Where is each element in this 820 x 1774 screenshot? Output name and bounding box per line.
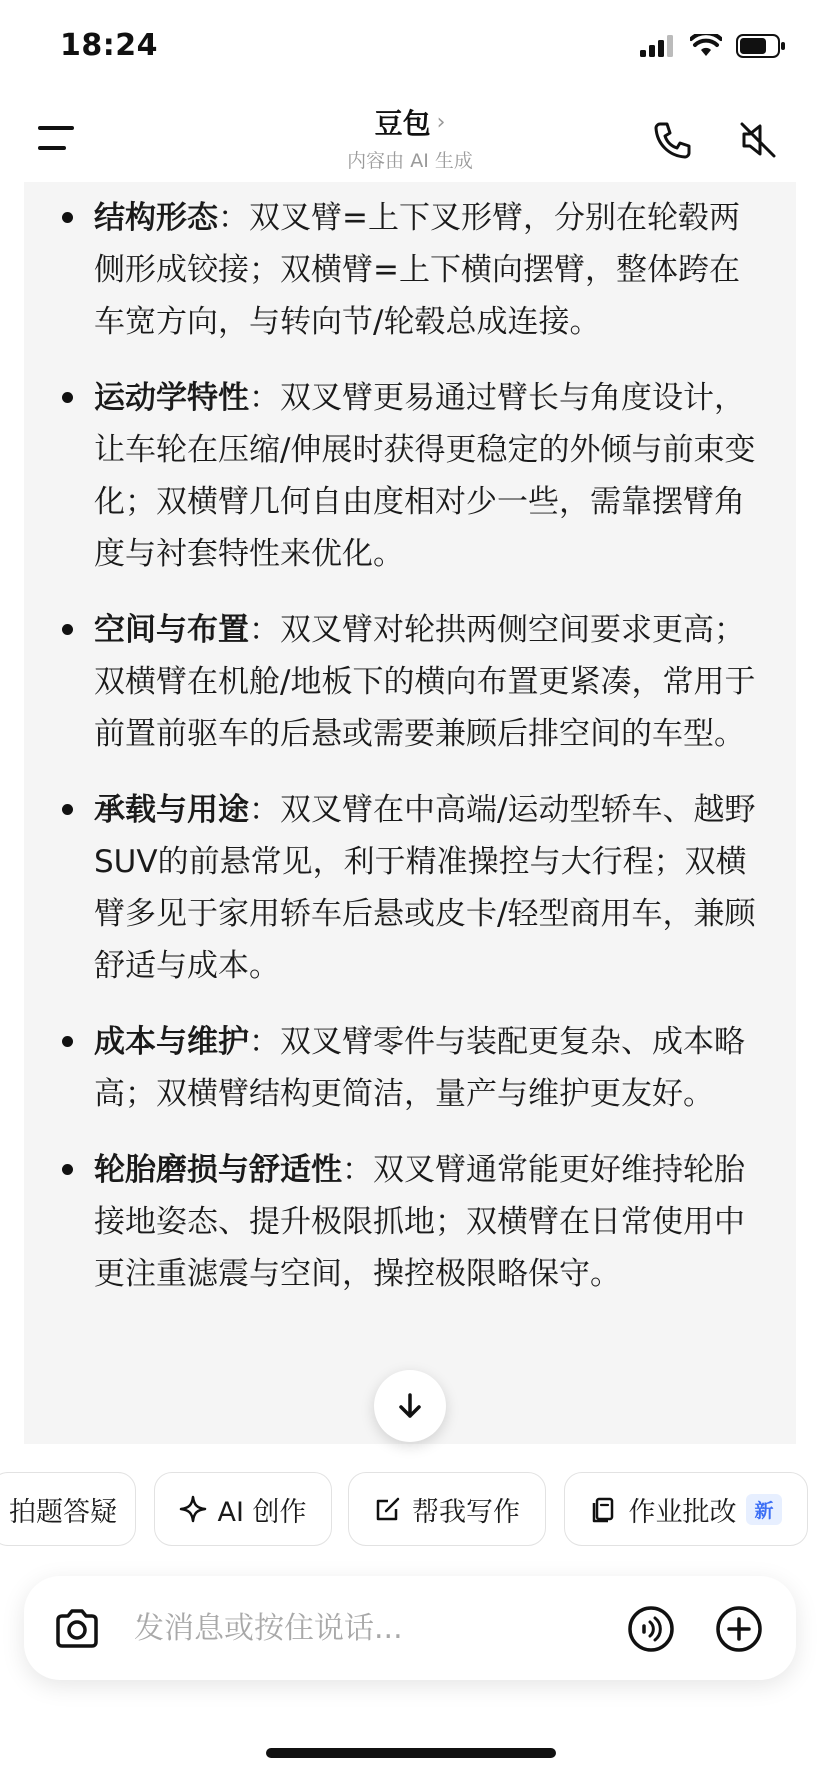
plus-icon[interactable] [714,1604,764,1654]
bullet-term: 成本与维护 [94,1024,249,1060]
answer-bullet-list [24,182,796,1324]
homework-icon [590,1495,618,1523]
bullet-term: 运动学特性 [94,380,249,416]
status-bar [0,0,820,100]
status-icons [640,34,786,58]
chip-homework-check[interactable] [564,1472,808,1546]
chip-label: 拍题答疑 [9,1496,117,1528]
title-block [0,102,820,173]
chip-photo-answer[interactable] [0,1472,136,1546]
message-input[interactable] [134,1600,614,1656]
new-badge: 新 [746,1494,781,1525]
battery-icon [736,34,786,58]
bullet-dot [62,624,73,635]
chip-label: AI 创作 [217,1496,307,1528]
bullet-term: 空间与布置 [94,612,249,648]
list-item [94,604,756,760]
camera-icon[interactable] [52,1604,102,1654]
voice-input-icon[interactable] [626,1604,676,1654]
status-time: 18:24 [60,28,158,63]
bullet-term: 轮胎磨损与舒适性 [94,1152,342,1188]
bullet-term: 结构形态 [94,200,218,236]
quick-actions-bar [0,1472,820,1546]
signal-icon [640,35,676,57]
bullet-dot [62,804,73,815]
wifi-icon [690,34,722,58]
bot-name: 豆包 [374,107,431,140]
chip-label: 作业批改 [628,1496,737,1528]
list-item [94,192,756,348]
message-composer [24,1576,796,1680]
bullet-dot [62,212,73,223]
mute-icon[interactable] [736,118,780,162]
bullet-text: ：双叉臂=上下叉形臂，分别在轮毂两侧形成铰接；双横臂=上下横向摆臂，整体跨在车宽方向，与转向节/轮毂总成连接。 [94,200,740,340]
home-indicator [266,1748,556,1758]
chip-help-write[interactable] [348,1472,546,1546]
bullet-term: 承载与用途 [94,792,249,828]
bullet-text: ：双叉臂零件与装配更复杂、成本略高；双横臂结构更简洁，量产与维护更友好。 [94,1024,745,1112]
phone-icon[interactable] [650,118,694,162]
bot-title-button[interactable] [375,102,446,142]
list-item [94,1016,756,1120]
bullet-text: ：双叉臂通常能更好维持轮胎接地姿态、提升极限抓地；双横臂在日常使用中更注重滤震与空间，操控极限略保守。 [94,1152,745,1292]
arrow-down-icon [395,1391,425,1421]
scroll-to-bottom-button[interactable] [374,1370,446,1442]
message-area [24,182,796,1444]
bullet-text: ：双叉臂对轮拱两侧空间要求更高；双横臂在机舱/地板下的横向布置更紧凑，常用于前置前驱车的后悬或需要兼顾后排空间的车型。 [94,612,756,752]
ai-disclaimer: 内容由 AI 生成 [347,150,473,172]
list-item [94,372,756,580]
chat-header [0,96,820,182]
bullet-dot [62,392,73,403]
sparkle-icon [179,1495,207,1523]
edit-icon [374,1495,402,1523]
chip-label: 帮我写作 [412,1496,520,1528]
list-item [94,1144,756,1300]
bullet-dot [62,1036,73,1047]
list-item [94,784,756,992]
bullet-dot [62,1164,73,1175]
bullet-text: ：双叉臂在中高端/运动型轿车、越野SUV的前悬常见，利于精准操控与大行程；双横臂多见于家用轿车后悬或皮卡/轻型商用车，兼顾舒适与成本。 [94,792,756,984]
chip-ai-create[interactable] [154,1472,332,1546]
bullet-text: ：双叉臂更易通过臂长与角度设计，让车轮在压缩/伸展时获得更稳定的外倾与前束变化；双横臂几何自由度相对少一些，需靠摆臂角度与衬套特性来优化。 [94,380,756,572]
chevron-right-icon: › [436,109,446,135]
